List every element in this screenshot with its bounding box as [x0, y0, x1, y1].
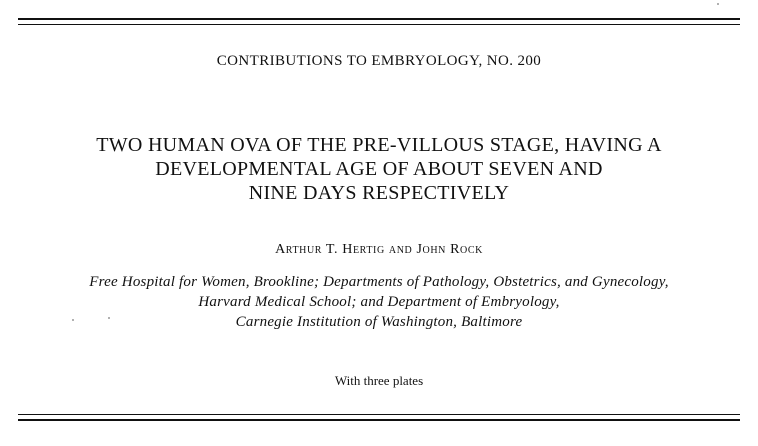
affiliation-line-2: Harvard Medical School; and Department of Embryology,	[198, 294, 560, 310]
bottom-rule-thin	[18, 414, 740, 415]
affiliation-line-3: Carnegie Institution of Washington, Baltimore	[235, 314, 523, 330]
scan-speck	[717, 3, 719, 5]
title-line-2: DEVELOPMENTAL AGE OF ABOUT SEVEN AND	[155, 158, 603, 180]
bottom-rule-thick	[18, 419, 740, 421]
title-line-3: NINE DAYS RESPECTIVELY	[248, 182, 510, 204]
top-rule-thick	[18, 18, 740, 20]
author-names: Arthur T. Hertig and John Rock	[275, 242, 483, 257]
series-heading: CONTRIBUTIONS TO EMBRYOLOGY, NO. 200	[216, 53, 542, 69]
scan-speck	[72, 319, 74, 321]
affiliation-line-1: Free Hospital for Women, Brookline; Departments of Pathology, Obstetrics, and Gynecology,	[89, 274, 669, 290]
plates-note: With three plates	[334, 373, 424, 388]
scan-speck	[108, 317, 110, 319]
title-line-1: TWO HUMAN OVA OF THE PRE-VILLOUS STAGE, HAVING A	[96, 134, 662, 156]
top-rule-thin	[18, 24, 740, 25]
